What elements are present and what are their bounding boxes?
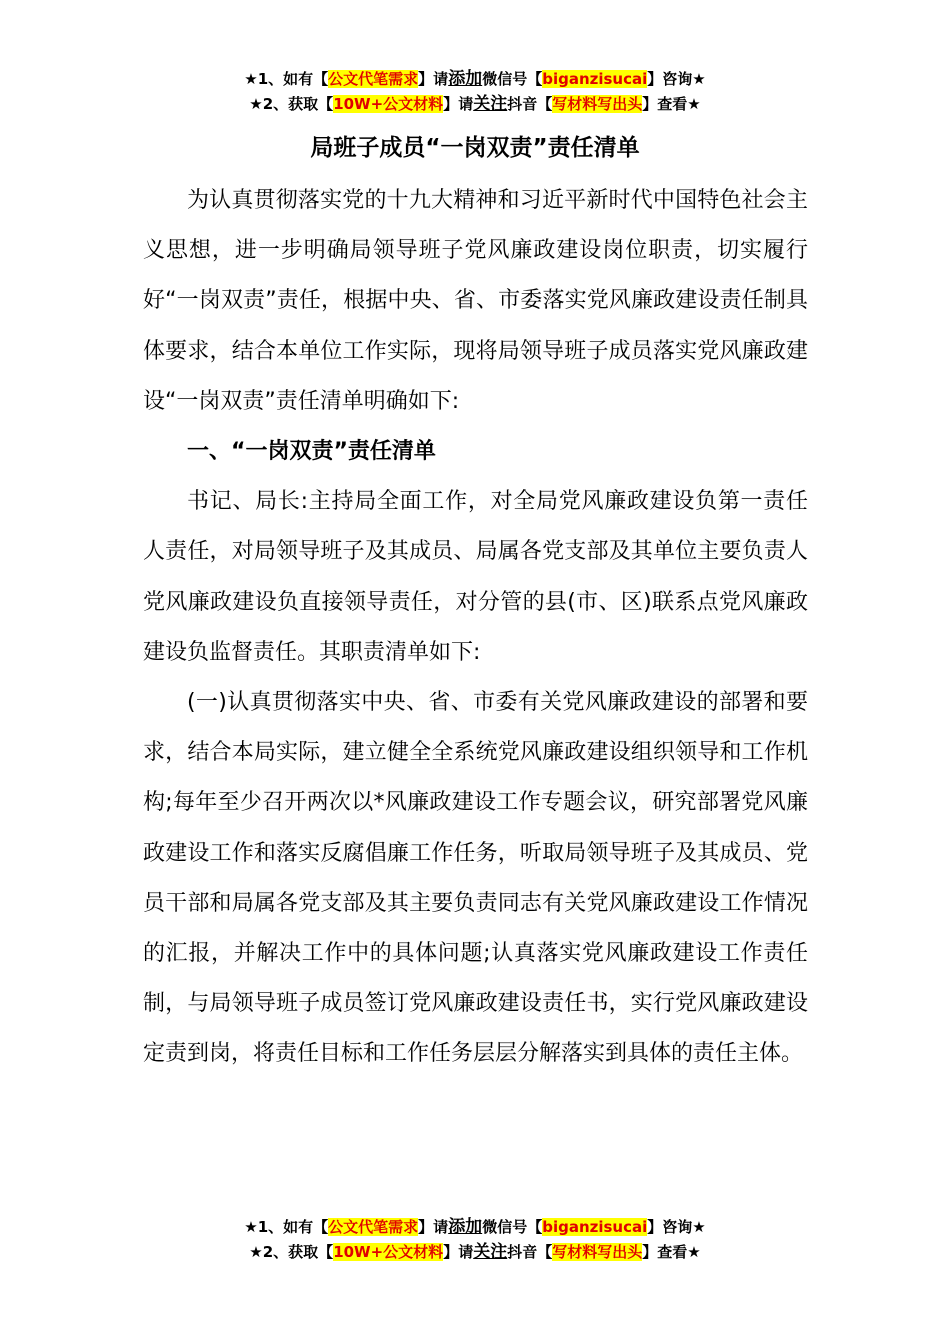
highlight-douyin-account: 写材料写出头 [552,95,643,113]
banner-line-2: ★2、获取【10W+公文材料】请关注抖音【写材料写出头】查看★ [249,94,701,114]
highlight-service: 公文代笔需求 [328,1218,419,1236]
highlight-douyin-account: 写材料写出头 [552,1243,643,1261]
highlight-materials: 10W+公文材料 [333,1243,444,1261]
body-paragraph: 书记、局长:主持局全面工作，对全局党风廉政建设负第一责任人责任，对局领导班子及其成员、局属各党支部及其单位主要负责人党风廉政建设负直接领导责任，对分管的县(市、区)联系点党风廉政建设负监督责任。其职责清单如下: [143,489,808,665]
banner-line-2: ★2、获取【10W+公文材料】请关注抖音【写材料写出头】查看★ [249,1242,701,1262]
footer-banner [0,1215,950,1265]
document-body [143,176,808,1080]
highlight-materials: 10W+公文材料 [333,95,444,113]
section-heading: 一、“一岗双责”责任清单 [187,439,436,465]
highlight-service: 公文代笔需求 [328,70,419,88]
highlight-wechat-id: biganzisucai [542,70,648,88]
header-banner [0,67,950,117]
body-paragraph: (一)认真贯彻落实中央、省、市委有关党风廉政建设的部署和要求，结合本局实际，建立健全全系统党风廉政建设组织领导和工作机构;每年至少召开两次以*风廉政建设工作专题会议，研究部署党风廉政建设工作和落实反腐倡廉工作任务，听取局领导班子及其成员、党员干部和局属各党支部及其主要负责同志有关党风廉政建设工作情况的汇报，并解决工作中的具体问题;认真落实党风廉政建设工作责任制，与局领导班子成员签订党风廉政建设责任书，实行党风廉政建设定责到岗，将责任目标和工作任务层层分解落实到具体的责任主体。 [143,690,808,1067]
banner-line-1: ★1、如有【公文代笔需求】请添加微信号【biganzisucai】咨询★ [244,1217,706,1237]
banner-line-1: ★1、如有【公文代笔需求】请添加微信号【biganzisucai】咨询★ [244,69,706,89]
document-title: 局班子成员“一岗双责”责任清单 [310,135,640,161]
intro-paragraph: 为认真贯彻落实党的十九大精神和习近平新时代中国特色社会主义思想，进一步明确局领导班子党风廉政建设岗位职责，切实履行好“一岗双责”责任，根据中央、省、市委落实党风廉政建设责任制具体要求，结合本单位工作实际，现将局领导班子成员落实党风廉政建设“一岗双责”责任清单明确如下: [143,188,808,414]
highlight-wechat-id: biganzisucai [542,1218,648,1236]
